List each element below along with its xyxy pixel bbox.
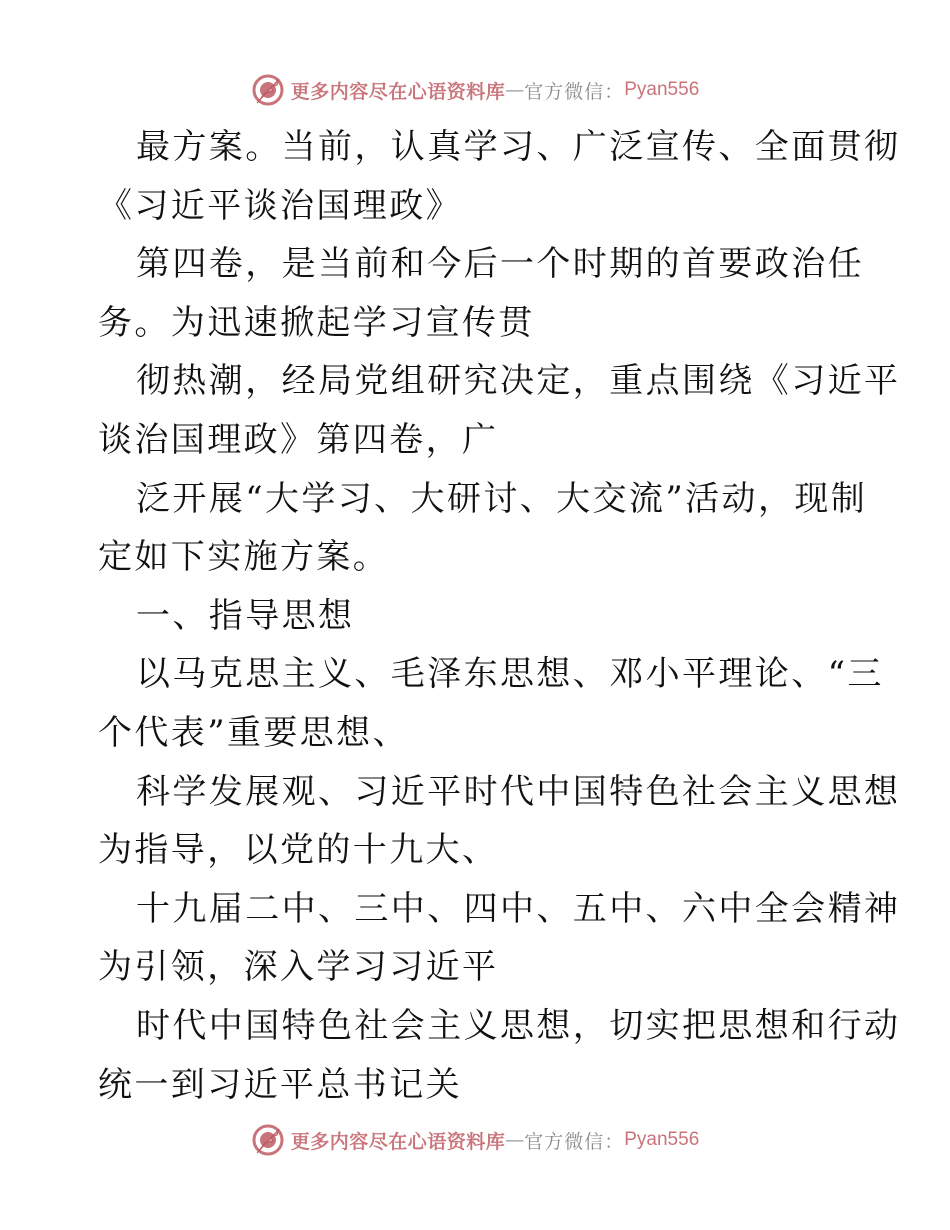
text-line: 统一到习近平总书记关: [98, 1064, 462, 1105]
text-line: 以马克思主义、毛泽东思想、邓小平理论、“三: [136, 654, 884, 695]
document-body: [98, 118, 901, 1114]
watermark-separator: —: [505, 1129, 525, 1151]
text-line: 彻热潮，经局党组研究决定，重点围绕《习近平: [136, 361, 901, 402]
watermark-main-text: 更多内容尽在心语资料库: [290, 80, 506, 103]
watermark-main-text: 更多内容尽在心语资料库: [290, 1130, 506, 1153]
text-line: 最方案。当前，认真学习、广泛宣传、全面贯彻: [136, 127, 901, 167]
footer-watermark: [0, 1120, 950, 1160]
text-line: 泛开展“大学习、大研讨、大交流”活动，现制: [136, 478, 868, 519]
text-line: 为引领，深入学习习近平: [98, 947, 499, 988]
text-line: 为指导，以党的十九大、: [98, 830, 499, 871]
watermark-wechat-label: 官方微信：: [524, 80, 625, 103]
header-watermark: [0, 70, 950, 110]
text-line: 十九届二中、三中、四中、五中、六中全会精神: [136, 888, 901, 929]
watermark-wechat-id: Pyan556: [624, 1129, 700, 1150]
text-line: 定如下实施方案。: [98, 537, 390, 578]
text-line: 一、指导思想: [136, 595, 355, 636]
text-line: 第四卷，是当前和今后一个时期的首要政治任: [136, 244, 864, 285]
text-line: 务。为迅速掀起学习宣传贯: [98, 302, 535, 343]
watermark-separator: —: [505, 79, 525, 101]
text-line: 科学发展观、习近平时代中国特色社会主义思想: [136, 771, 901, 812]
text-line: 《习近平谈治国理政》: [98, 185, 462, 226]
quill-logo-icon: [251, 1123, 285, 1157]
quill-logo-icon: [251, 73, 285, 107]
watermark-wechat-label: 官方微信：: [524, 1130, 625, 1153]
text-line: 谈治国理政》第四卷，广: [98, 419, 499, 460]
watermark-wechat-id: Pyan556: [624, 79, 700, 100]
text-line: 个代表”重要思想、: [98, 712, 409, 753]
text-line: 时代中国特色社会主义思想，切实把思想和行动: [136, 1005, 901, 1046]
